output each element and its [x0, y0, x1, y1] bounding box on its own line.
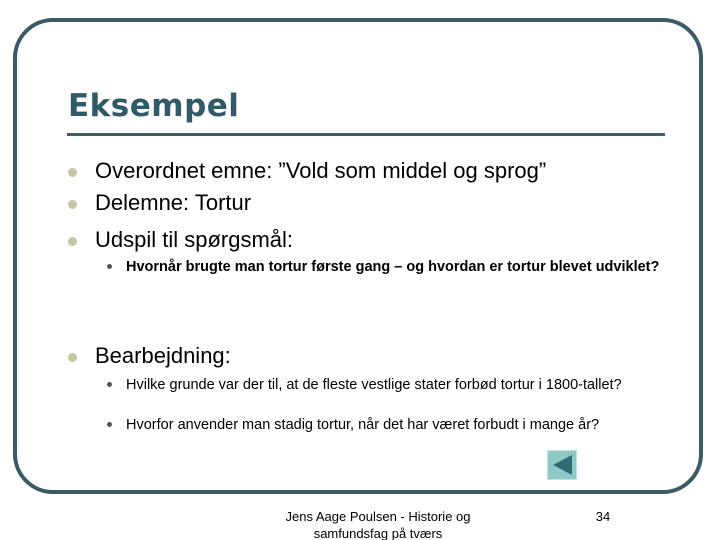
footer-author-line: samfundsfag på tværs [313, 526, 443, 540]
sub-bullet-text: Hvilke grunde var der til, at de fleste vestlige stater forbød tortur i 1800-tallet? [126, 377, 622, 393]
slide-title: Eksempel [68, 88, 240, 124]
bullet-text: Bearbejdning: [95, 343, 231, 368]
footer-author [266, 508, 490, 540]
slide-number: 34 [595, 509, 611, 524]
bullet-dot-icon [68, 237, 77, 246]
bullet-text: Overordnet emne: ”Vold som middel og sprog” [95, 158, 547, 183]
sub-bullet-text: Hvornår brugte man tortur første gang – og hvordan er tortur blevet udviklet? [126, 259, 660, 275]
bullet-text: Udspil til spørgsmål: [95, 227, 294, 252]
sub-bullet-dot-icon [107, 264, 112, 269]
sub-bullet-text: Hvorfor anvender man stadig tortur, når det har været forbudt i mange år? [126, 417, 600, 433]
triangle-left-icon [548, 451, 576, 479]
bullet-dot-icon [68, 200, 77, 209]
title-underline [67, 133, 665, 136]
back-button[interactable] [547, 450, 577, 480]
bullet-dot-icon [68, 168, 77, 177]
bullet-text: Delemne: Tortur [95, 190, 252, 215]
footer-author-line: Jens Aage Poulsen - Historie og [285, 509, 471, 524]
bullet-dot-icon [68, 353, 77, 362]
sub-bullet-dot-icon [107, 382, 112, 387]
sub-bullet-dot-icon [107, 422, 112, 427]
